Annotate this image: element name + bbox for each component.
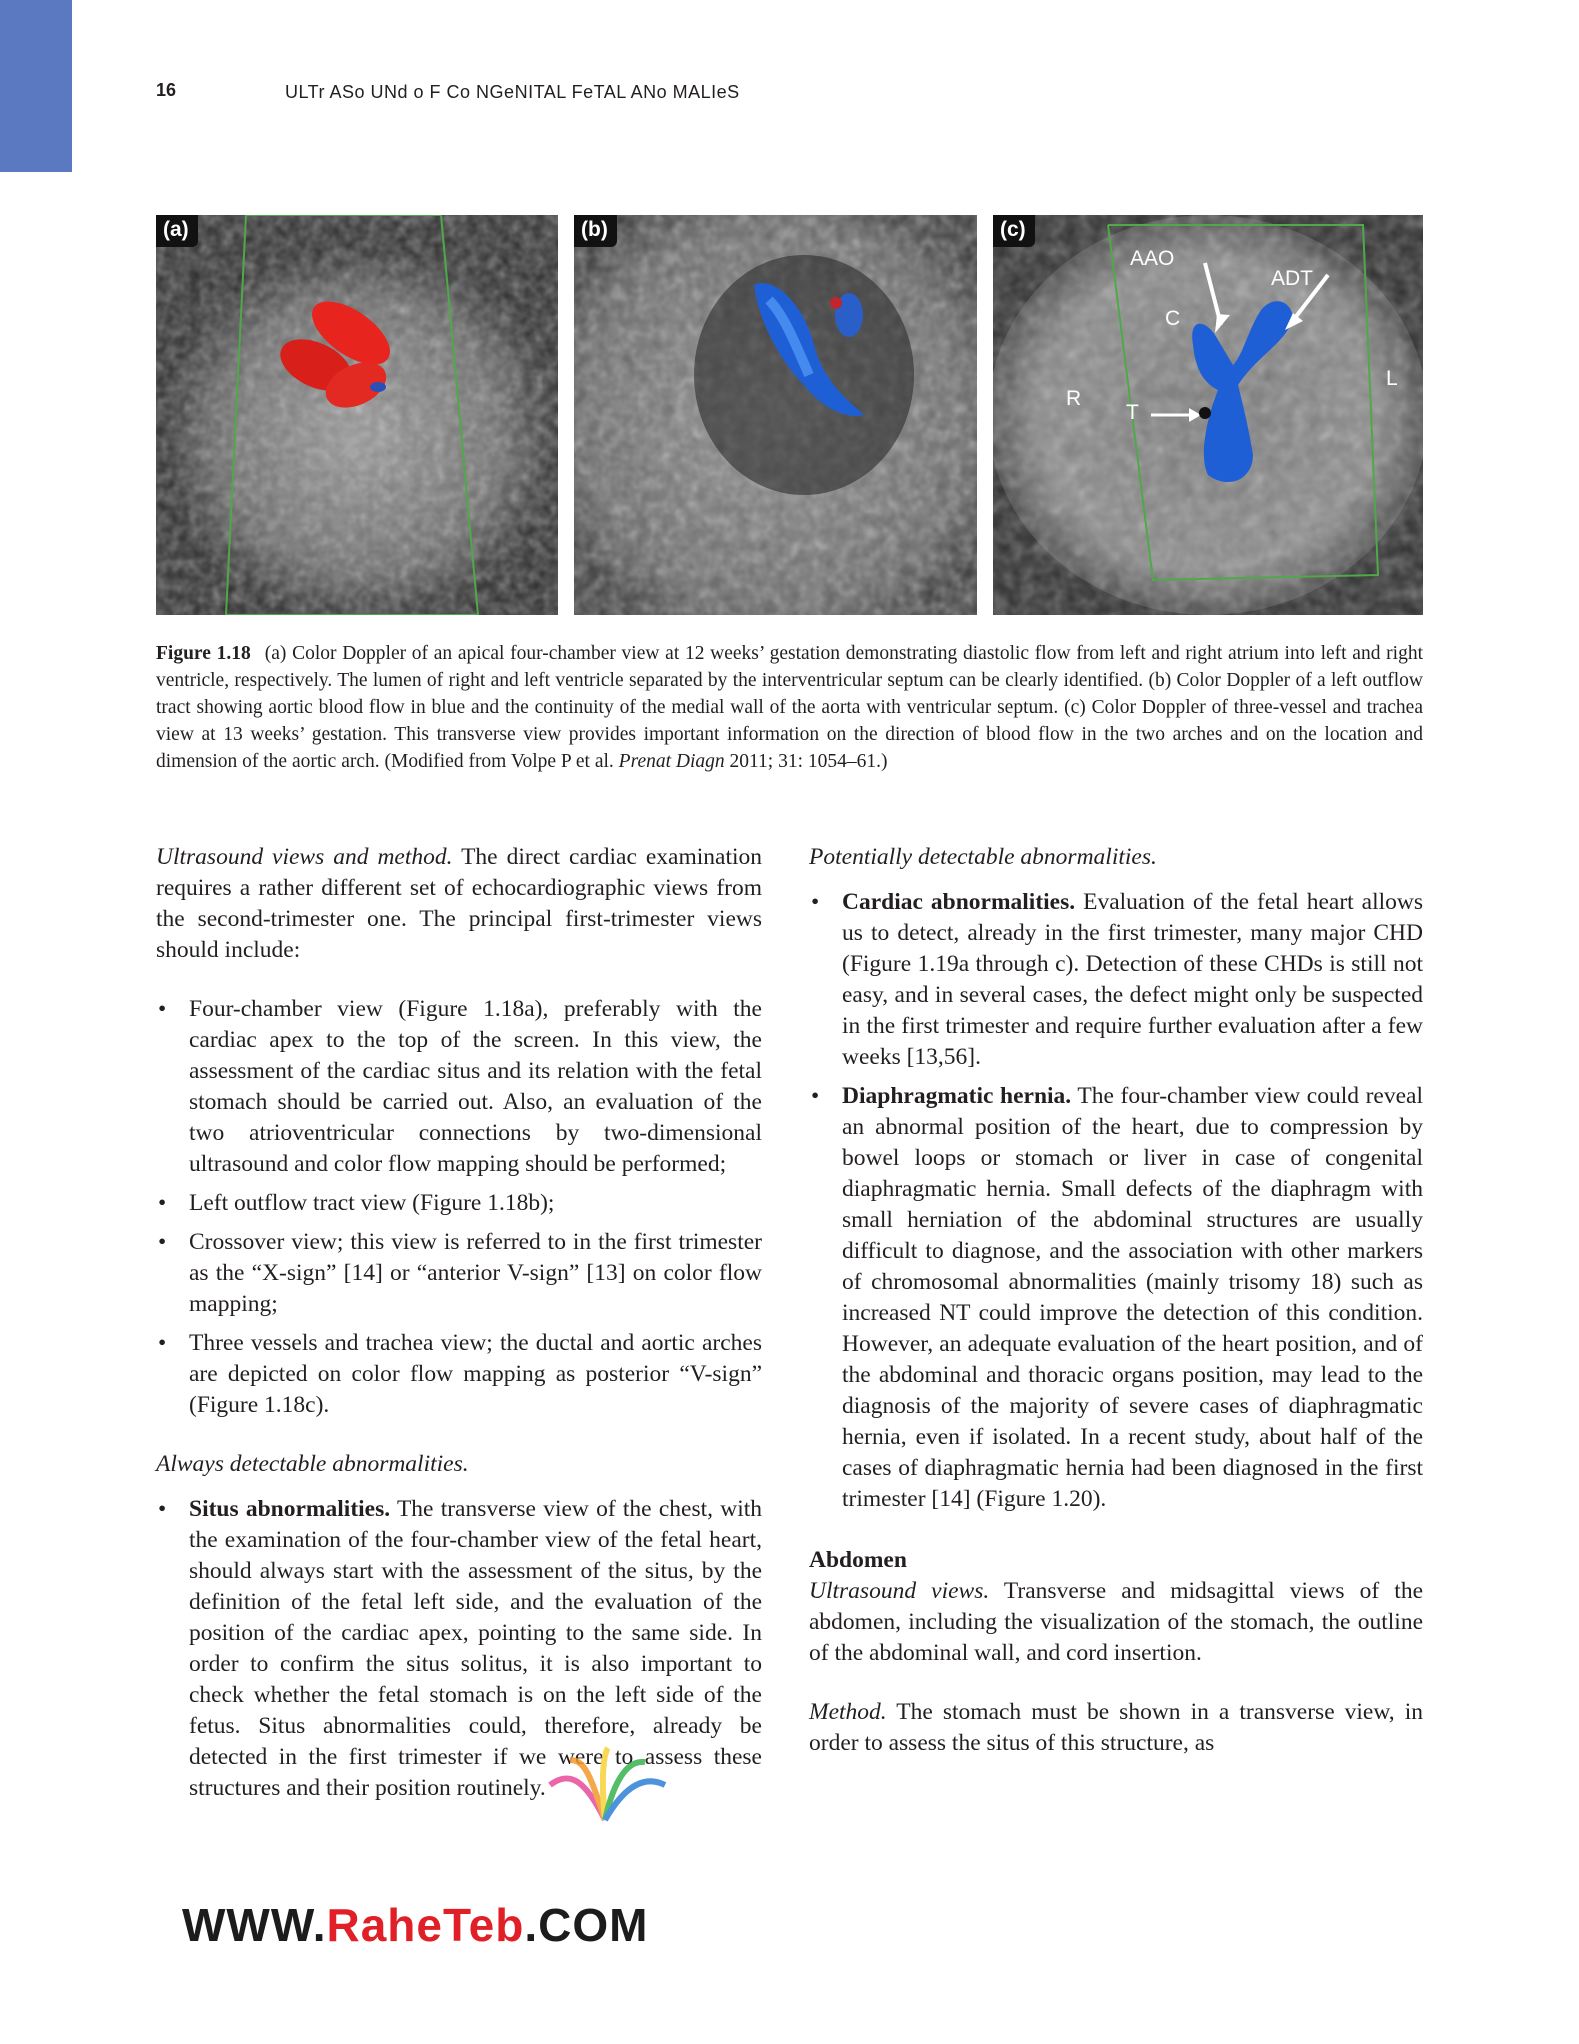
left-column [156,842,762,1812]
label-c: C [1165,307,1181,330]
label-l: L [1386,367,1398,390]
watermark [182,1898,648,1952]
list-item [809,1081,1423,1515]
abdomen-paragraph [809,1576,1423,1669]
abdomen-italic: Ultrasound views. [809,1578,990,1604]
list-item: • Left outflow tract view (Figure 1.18b); [156,1188,762,1219]
label-aao: AAO [1130,247,1175,270]
method-paragraph [809,1697,1423,1759]
views-list [156,994,762,1421]
panel-label-b: (b) [574,215,617,247]
watermark-book-icon [530,1740,680,1840]
abdomen-text: Transverse and midsagittal views of the abdomen, including the visualization of the stomach, the outline of the abdominal wall, and cord insertion. [809,1578,1424,1666]
method-text: The stomach must be shown in a transverse view, in order to assess the situs of this structure, as [809,1699,1423,1756]
caption-text: (a) Color Doppler of an apical four-chamber view at 12 weeks’ gestation demonstrating diastolic flow from left and right atrium into left and right ventricle, respectively. The lumen of right and left ventricle separated by the interventricular septum can be clearly identified. (b) Color Doppler of a left outflow tract showing aortic blood flow in blue and the continuity of the medial wall of the aorta with ventricular septum. (c) Color Doppler of three-vessel and trachea view at 13 weeks’ gestation. This transverse view provides important information on the direction of blood flow in the two arches and on the location and dimension of the aortic arch. (Modified from Volpe P et al. [156,643,1423,772]
label-r: R [1066,387,1082,410]
hernia-bold: Diaphragmatic hernia. [842,1083,1072,1109]
figure-caption [156,640,1423,775]
chapter-tab [0,0,72,172]
intro-italic: Ultrasound views and method. [156,844,453,870]
abdomen-heading: Abdomen [809,1547,907,1573]
label-adt: ADT [1271,267,1313,290]
caption-end: 2011; 31: 1054–61.) [729,751,888,772]
cardiac-bold: Cardiac abnormalities. [842,889,1076,915]
list-item [809,887,1423,1073]
panel-label-a: (a) [156,215,198,247]
cardiac-text: Evaluation of the fetal heart allows us to detect, already in the first trimester, many major CHD (Figure 1.19a through c). Detection of these CHDs is still not easy, and in several cases, the defect might only be suspected in the first trimester and require further evaluation after a few weeks [13,56]. [842,889,1423,1070]
potential-heading: Potentially detectable abnormalities. [809,844,1157,870]
ultrasound-image-b [574,215,977,615]
ultrasound-image-c [993,215,1423,615]
list-item: • Three vessels and trachea view; the ductal and aortic arches are depicted on color flow mapping as posterior “V-sign” (Figure 1.18c). [156,1328,762,1421]
ultrasound-image-a [156,215,558,615]
figure-panel-a [156,215,558,615]
figure-panel-c [993,215,1423,615]
list-item: • Four-chamber view (Figure 1.18a), preferably with the cardiac apex to the top of the screen. In this view, the assessment of the cardiac situs and its relation with the fetal stomach should be carried out. Also, an evaluation of the two atrioventricular connections by two-dimensional ultrasound and color flow mapping should be performed; [156,994,762,1180]
situs-text: The transverse view of the chest, with the examination of the four-chamber view of the fetal heart, should always start with the assessment of the situs, by the definition of the fetal left side, and the evaluation of the position of the cardiac apex, pointing to the same side. In order to confirm the situs solitus, it is also important to check whether the fetal stomach is on the left side of the fetus. Situs abnormalities could, therefore, already be detected in the first trimester if we were to assess these structures and their position routinely. [189,1496,762,1801]
list-item: • Crossover view; this view is referred to in the first trimester as the “X-sign” [14] or “anterior V-sign” [13] on color flow mapping; [156,1227,762,1320]
situs-bold: Situs abnormalities. [189,1496,391,1522]
label-t: T [1126,401,1139,424]
figure-panel-b [574,215,977,615]
panel-label-c: (c) [993,215,1035,247]
right-column [809,842,1423,1759]
watermark-brand: RaheTeb [326,1899,525,1951]
page-number: 16 [156,80,177,100]
hernia-text: The four-chamber view could reveal an abnormal position of the heart, due to compression by bowel loops or stomach or liver in case of congenital diaphragmatic hernia. Small defects of the diaphragm with small herniation of the abdominal structures are usually difficult to diagnose, and the association with other markers of chromosomal abnormalities (mainly trisomy 18) such as increased NT could improve the detection of this condition. However, an adequate evaluation of the heart position, and of the abdominal and thoracic organs position, may lead to the diagnosis of the majority of severe cases of diaphragmatic hernia, even if isolated. In a recent study, about half of the cases of diaphragmatic hernia had been diagnosed in the first trimester [14] (Figure 1.20). [842,1083,1423,1512]
intro-paragraph [156,842,762,966]
intro-text: The direct cardiac examination requires a rather different set of echocardiographic views from the second-trimester one. The principal first-trimester views should include: [156,844,763,963]
watermark-suffix: .COM [524,1899,649,1951]
watermark-prefix: WWW. [182,1899,327,1951]
always-heading: Always detectable abnormalities. [156,1451,469,1477]
method-italic: Method. [809,1699,887,1725]
potential-list [809,887,1423,1515]
running-title: ULTr ASo UNd o F Co NGeNITAL FeTAL ANo MALIeS [285,82,740,102]
caption-lead: Figure 1.18 [156,643,251,664]
caption-journal: Prenat Diagn [618,751,725,772]
